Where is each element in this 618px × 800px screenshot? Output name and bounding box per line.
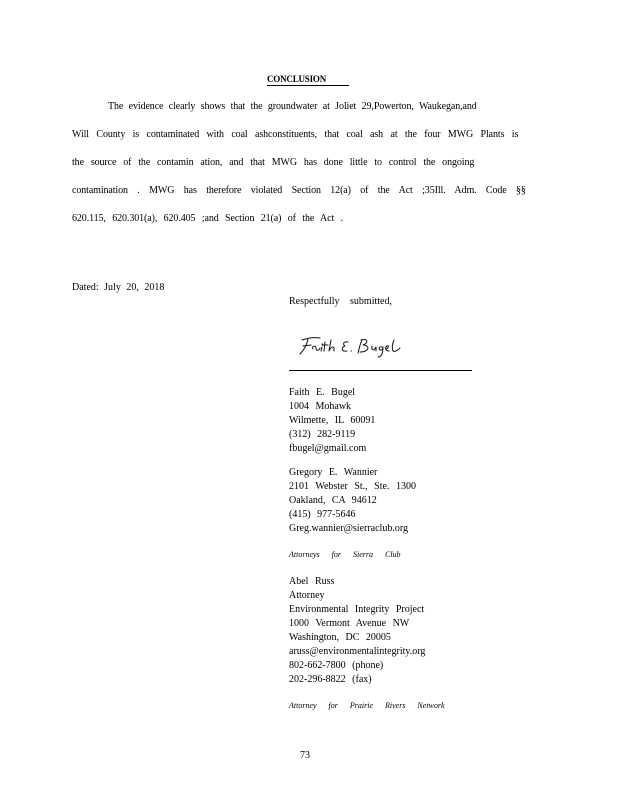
paragraph-line: 620.115, 620.301(a), 620.405 ;and Section 21(a) of the Act .	[72, 213, 343, 224]
contact-phone: (312) 282-9119	[289, 429, 356, 440]
contact-title: Attorney	[289, 590, 325, 601]
contact-name: Gregory E. Wannier	[289, 467, 378, 478]
contact-organization: Environmental Integrity Project	[289, 604, 425, 615]
contact-phone: (415) 977-5646	[289, 509, 356, 520]
contact-fax: 202-296-8822 (fax)	[289, 674, 372, 685]
contact-block-russ	[289, 575, 425, 687]
contact-city: Wilmette, IL 60091	[289, 415, 376, 426]
page-number: 73	[300, 750, 310, 761]
paragraph-line: contamination . MWG has therefore violated Section 12(a) of the Act ;35Ill. Adm. Code §§	[72, 185, 526, 196]
contact-city: Oakland, CA 94612	[289, 495, 377, 506]
signature-text: Faith E. Bugel	[294, 330, 300, 331]
contact-phone: 802-662-7800 (phone)	[289, 660, 384, 671]
paragraph-line: The evidence clearly shows that the groundwater at Joliet 29,Powerton, Waukegan,and	[108, 101, 477, 112]
dated-line: Dated: July 20, 2018	[72, 282, 165, 293]
contact-street: 2101 Webster St., Ste. 1300	[289, 481, 416, 492]
paragraph-line: Will County is contaminated with coal ashconstituents, that coal ash at the four MWG Plants is	[72, 129, 519, 140]
contact-name: Faith E. Bugel	[289, 387, 356, 398]
paragraph-line: the source of the contamin ation, and that MWG has done little to control the ongoing	[72, 157, 475, 168]
attorneys-for-sierra-club: Attorneys for Sierra Club	[289, 550, 401, 559]
attorney-for-prairie-rivers-network: Attorney for Prairie Rivers Network	[289, 701, 445, 710]
handwritten-signature	[294, 330, 414, 360]
section-heading: CONCLUSION	[267, 74, 349, 86]
contact-email: aruss@environmentalintegrity.org	[289, 646, 426, 657]
contact-email: fbugel@gmail.com	[289, 443, 367, 454]
contact-email: Greg.wannier@sierraclub.org	[289, 523, 408, 534]
contact-city: Washington, DC 20005	[289, 632, 391, 643]
closing-line: Respectfully submitted,	[289, 296, 392, 307]
contact-street: 1000 Vermont Avenue NW	[289, 618, 410, 629]
signature-line	[289, 370, 472, 371]
contact-block-bugel	[289, 386, 375, 456]
contact-block-wannier	[289, 466, 416, 536]
contact-street: 1004 Mohawk	[289, 401, 352, 412]
contact-name: Abel Russ	[289, 576, 335, 587]
